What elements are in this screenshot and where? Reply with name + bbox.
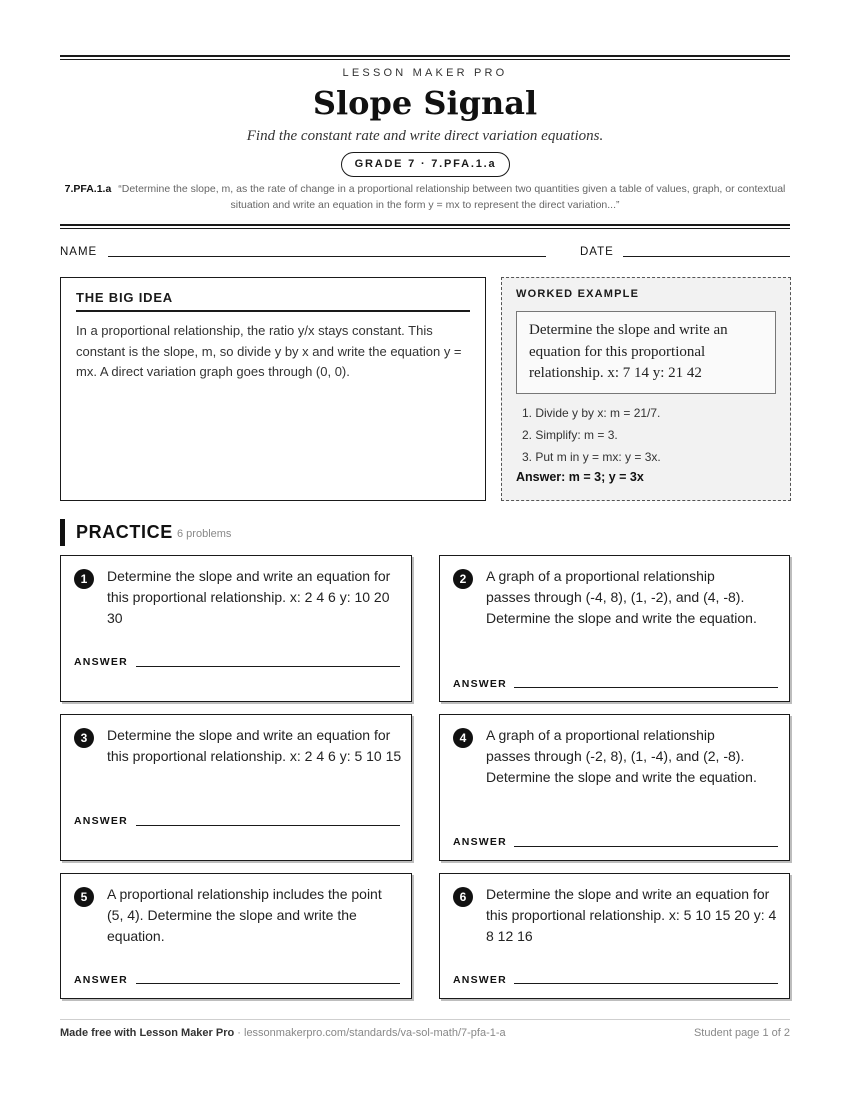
brand-name: LESSON MAKER PRO bbox=[342, 67, 508, 79]
worked-example-heading: WORKED EXAMPLE bbox=[516, 288, 640, 300]
answer-label: ANSWER bbox=[74, 656, 128, 668]
footer-page-number: Student page 1 of 2 bbox=[693, 1027, 790, 1039]
worked-example-step: 3. Put m in y = mx: y = 3x. bbox=[522, 449, 661, 464]
problem-text: Determine the slope and write an equation for this proportional relationship. x: 2 4 6 y: 10 20 30 bbox=[107, 568, 391, 626]
footer-credit bbox=[60, 1027, 506, 1039]
problem-number-badge: 2 bbox=[453, 569, 473, 589]
problem-card-2 bbox=[439, 555, 790, 702]
answer-field[interactable] bbox=[136, 983, 400, 984]
page-title: Slope Signal bbox=[312, 84, 538, 122]
worked-example-problem: Determine the slope and write an equation for this proportional relationship. x: 7 14 y: 21 42 bbox=[516, 311, 776, 394]
answer-label: ANSWER bbox=[453, 836, 507, 848]
grade-badge: GRADE 7 · 7.PFA.1.a bbox=[341, 152, 510, 177]
big-idea-box bbox=[60, 277, 486, 501]
worked-example-step: 1. Divide y by x: m = 21/7. bbox=[522, 405, 661, 420]
problem-card-1 bbox=[60, 555, 412, 702]
page-subtitle: Find the constant rate and write direct variation equations. bbox=[246, 128, 604, 144]
problem-text: Determine the slope and write an equation for this proportional relationship. x: 5 10 15 20 y: 4 8 12 16 bbox=[486, 886, 777, 944]
problem-card-5 bbox=[60, 873, 412, 999]
worked-example-steps bbox=[516, 402, 776, 468]
answer-field[interactable] bbox=[514, 983, 778, 984]
footer-rule bbox=[60, 1019, 790, 1020]
name-label: NAME bbox=[60, 246, 98, 258]
top-double-rule bbox=[60, 55, 790, 60]
problem-number-badge: 5 bbox=[74, 887, 94, 907]
worked-example-step: 2. Simplify: m = 3. bbox=[522, 427, 618, 442]
footer-made-with: Made free with Lesson Maker Pro bbox=[60, 1027, 235, 1039]
header-bottom-double-rule bbox=[60, 224, 790, 229]
date-field[interactable] bbox=[623, 256, 790, 257]
answer-label: ANSWER bbox=[74, 974, 128, 986]
big-idea-heading: THE BIG IDEA bbox=[76, 290, 470, 312]
answer-label: ANSWER bbox=[74, 815, 128, 827]
name-field[interactable] bbox=[108, 256, 546, 257]
problem-text: Determine the slope and write an equation for this proportional relationship. x: 2 4 6 y: 5 10 15 bbox=[107, 727, 402, 764]
practice-accent-bar bbox=[60, 519, 65, 546]
problem-number-badge: 3 bbox=[74, 728, 94, 748]
problem-text: A graph of a proportional relationship passes through (-4, 8), (1, -2), and (4, -8). Determine the slope and write the equation. bbox=[486, 568, 757, 626]
answer-label: ANSWER bbox=[453, 974, 507, 986]
practice-count: 6 problems bbox=[177, 528, 232, 540]
answer-field[interactable] bbox=[514, 687, 778, 688]
standard-description bbox=[60, 181, 790, 213]
footer-url: · lessonmakerpro.com/standards/va-sol-math/7-pfa-1-a bbox=[234, 1027, 506, 1039]
problem-number-badge: 6 bbox=[453, 887, 473, 907]
answer-field[interactable] bbox=[136, 825, 400, 826]
problem-card-4 bbox=[439, 714, 790, 861]
standard-code: 7.PFA.1.a bbox=[64, 183, 112, 195]
problem-text: A proportional relationship includes the point (5, 4). Determine the slope and write the equation. bbox=[107, 886, 382, 944]
problem-card-6 bbox=[439, 873, 790, 999]
standard-text: “Determine the slope, m, as the rate of change in a proportional relationship between two quantities given a table of values, graph, or contextual situation and write an equation in the form y = mx to represent the direct variation...” bbox=[118, 183, 786, 211]
date-label: DATE bbox=[580, 246, 614, 258]
practice-heading: PRACTICE bbox=[76, 522, 173, 542]
answer-field[interactable] bbox=[514, 846, 778, 847]
worked-example-answer: Answer: m = 3; y = 3x bbox=[516, 469, 644, 484]
problem-number-badge: 4 bbox=[453, 728, 473, 748]
answer-label: ANSWER bbox=[453, 678, 507, 690]
problem-card-3 bbox=[60, 714, 412, 861]
problem-text: A graph of a proportional relationship passes through (-2, 8), (1, -4), and (2, -8). Determine the slope and write the equation. bbox=[486, 727, 757, 785]
answer-field[interactable] bbox=[136, 666, 400, 667]
worked-example-box bbox=[501, 277, 791, 501]
problem-number-badge: 1 bbox=[74, 569, 94, 589]
big-idea-text: In a proportional relationship, the ratio y/x stays constant. This constant is the slope, m, so divide y by x and write the equation y = mx. A direct variation graph goes through (0, 0). bbox=[76, 323, 462, 379]
